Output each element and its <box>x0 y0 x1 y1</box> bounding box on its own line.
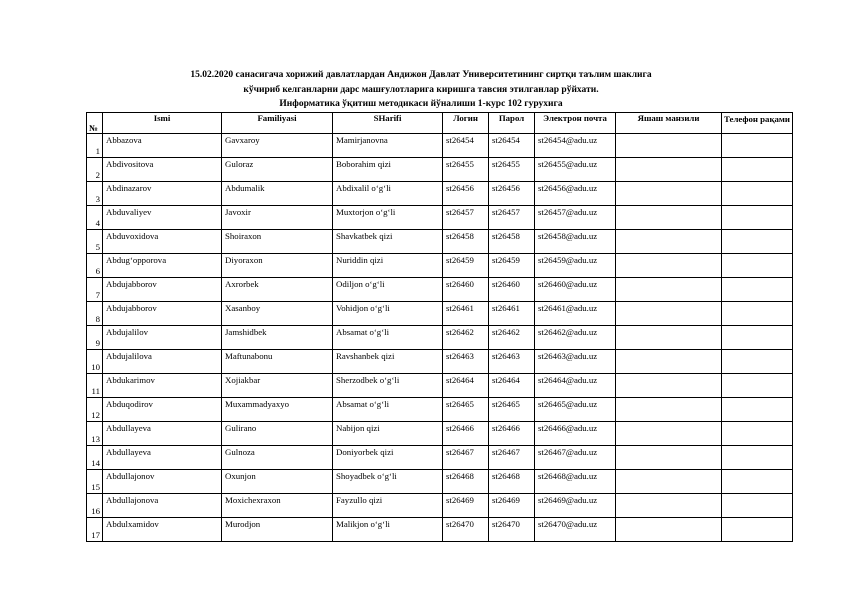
col-header-familiyasi: Familiyasi <box>222 113 333 134</box>
table-row <box>87 422 793 446</box>
cell-email: st26470@adu.uz <box>535 518 616 542</box>
cell-number: 12 <box>87 398 103 422</box>
table-row <box>87 374 793 398</box>
cell-parol: st26466 <box>489 422 535 446</box>
cell-address <box>616 494 722 518</box>
cell-parol: st26459 <box>489 254 535 278</box>
cell-login: st26463 <box>443 350 489 374</box>
cell-address <box>616 518 722 542</box>
table-row <box>87 326 793 350</box>
cell-email: st26463@adu.uz <box>535 350 616 374</box>
cell-sharifi: Shavkatbek qizi <box>333 230 443 254</box>
cell-number: 16 <box>87 494 103 518</box>
cell-ismi: Abdullajonov <box>103 470 222 494</box>
cell-email: st26459@adu.uz <box>535 254 616 278</box>
cell-parol: st26469 <box>489 494 535 518</box>
cell-address <box>616 398 722 422</box>
cell-ismi: Abduvoxidova <box>103 230 222 254</box>
cell-sharifi: Mamirjanovna <box>333 134 443 158</box>
col-header-phone: Телефон рақами <box>722 113 793 134</box>
cell-number: 1 <box>87 134 103 158</box>
cell-login: st26460 <box>443 278 489 302</box>
cell-phone <box>722 422 793 446</box>
cell-number: 2 <box>87 158 103 182</box>
cell-familiyasi: Gulirano <box>222 422 333 446</box>
col-header-ismi: Ismi <box>103 113 222 134</box>
cell-login: st26464 <box>443 374 489 398</box>
cell-ismi: Abdujalilov <box>103 326 222 350</box>
cell-sharifi: Absamat o‘g‘li <box>333 326 443 350</box>
cell-phone <box>722 446 793 470</box>
col-header-login: Логин <box>443 113 489 134</box>
cell-phone <box>722 134 793 158</box>
document-title-line-3: Информатика ўқитиш методикаси йўналиши 1-курс 102 гурухига <box>279 99 563 109</box>
cell-ismi: Abdujabborov <box>103 278 222 302</box>
cell-login: st26454 <box>443 134 489 158</box>
cell-number: 4 <box>87 206 103 230</box>
col-header-number: № <box>87 113 103 134</box>
cell-address <box>616 278 722 302</box>
col-header-parol: Парол <box>489 113 535 134</box>
cell-ismi: Abdullajonova <box>103 494 222 518</box>
cell-number: 17 <box>87 518 103 542</box>
cell-parol: st26461 <box>489 302 535 326</box>
cell-sharifi: Abdixalil o‘g‘li <box>333 182 443 206</box>
cell-sharifi: Fayzullo qizi <box>333 494 443 518</box>
cell-familiyasi: Gulnoza <box>222 446 333 470</box>
cell-sharifi: Sherzodbek o‘g‘li <box>333 374 443 398</box>
cell-email: st26456@adu.uz <box>535 182 616 206</box>
cell-familiyasi: Abdumalik <box>222 182 333 206</box>
cell-familiyasi: Xasanboy <box>222 302 333 326</box>
table-row <box>87 398 793 422</box>
cell-address <box>616 470 722 494</box>
table-row <box>87 206 793 230</box>
table-row <box>87 350 793 374</box>
cell-number: 8 <box>87 302 103 326</box>
cell-phone <box>722 230 793 254</box>
cell-login: st26467 <box>443 446 489 470</box>
cell-parol: st26458 <box>489 230 535 254</box>
cell-login: st26456 <box>443 182 489 206</box>
cell-sharifi: Vohidjon o‘g‘li <box>333 302 443 326</box>
cell-ismi: Abbazova <box>103 134 222 158</box>
cell-number: 5 <box>87 230 103 254</box>
cell-parol: st26468 <box>489 470 535 494</box>
table-header-row <box>87 113 793 134</box>
cell-parol: st26467 <box>489 446 535 470</box>
table-row <box>87 518 793 542</box>
cell-familiyasi: Shoiraxon <box>222 230 333 254</box>
cell-familiyasi: Maftunabonu <box>222 350 333 374</box>
cell-phone <box>722 494 793 518</box>
cell-login: st26459 <box>443 254 489 278</box>
cell-address <box>616 302 722 326</box>
cell-ismi: Abdug‘opporova <box>103 254 222 278</box>
cell-phone <box>722 350 793 374</box>
cell-familiyasi: Gavxaroy <box>222 134 333 158</box>
cell-address <box>616 230 722 254</box>
cell-ismi: Abdullayeva <box>103 446 222 470</box>
cell-sharifi: Nuriddin qizi <box>333 254 443 278</box>
cell-ismi: Abdivositova <box>103 158 222 182</box>
cell-ismi: Abdinazarov <box>103 182 222 206</box>
cell-phone <box>722 206 793 230</box>
cell-ismi: Abduvaliyev <box>103 206 222 230</box>
cell-parol: st26470 <box>489 518 535 542</box>
cell-phone <box>722 326 793 350</box>
cell-sharifi: Nabijon qizi <box>333 422 443 446</box>
table-row <box>87 182 793 206</box>
cell-number: 7 <box>87 278 103 302</box>
cell-familiyasi: Jamshidbek <box>222 326 333 350</box>
cell-familiyasi: Guloraz <box>222 158 333 182</box>
cell-email: st26467@adu.uz <box>535 446 616 470</box>
cell-sharifi: Boborahim qizi <box>333 158 443 182</box>
cell-email: st26461@adu.uz <box>535 302 616 326</box>
cell-email: st26462@adu.uz <box>535 326 616 350</box>
table-row <box>87 278 793 302</box>
cell-address <box>616 254 722 278</box>
student-list-table <box>86 112 793 542</box>
cell-login: st26457 <box>443 206 489 230</box>
cell-familiyasi: Muxammadyaxyo <box>222 398 333 422</box>
cell-sharifi: Doniyorbek qizi <box>333 446 443 470</box>
cell-familiyasi: Javoxir <box>222 206 333 230</box>
cell-address <box>616 422 722 446</box>
cell-phone <box>722 254 793 278</box>
cell-email: st26464@adu.uz <box>535 374 616 398</box>
cell-email: st26468@adu.uz <box>535 470 616 494</box>
table-row <box>87 446 793 470</box>
cell-number: 3 <box>87 182 103 206</box>
cell-sharifi: Ravshanbek qizi <box>333 350 443 374</box>
table-row <box>87 158 793 182</box>
cell-email: st26460@adu.uz <box>535 278 616 302</box>
cell-familiyasi: Diyoraxon <box>222 254 333 278</box>
cell-ismi: Abdujabborov <box>103 302 222 326</box>
cell-phone <box>722 470 793 494</box>
cell-address <box>616 326 722 350</box>
cell-sharifi: Shoyadbek o‘g‘li <box>333 470 443 494</box>
cell-phone <box>722 374 793 398</box>
cell-parol: st26456 <box>489 182 535 206</box>
cell-address <box>616 446 722 470</box>
cell-phone <box>722 518 793 542</box>
cell-parol: st26465 <box>489 398 535 422</box>
cell-number: 15 <box>87 470 103 494</box>
cell-parol: st26455 <box>489 158 535 182</box>
col-header-sharifi: SHarifi <box>333 113 443 134</box>
cell-address <box>616 374 722 398</box>
cell-login: st26455 <box>443 158 489 182</box>
cell-phone <box>722 398 793 422</box>
cell-phone <box>722 278 793 302</box>
cell-email: st26454@adu.uz <box>535 134 616 158</box>
cell-login: st26470 <box>443 518 489 542</box>
cell-login: st26469 <box>443 494 489 518</box>
cell-number: 6 <box>87 254 103 278</box>
cell-address <box>616 350 722 374</box>
cell-ismi: Abdukarimov <box>103 374 222 398</box>
cell-login: st26466 <box>443 422 489 446</box>
cell-parol: st26462 <box>489 326 535 350</box>
cell-phone <box>722 302 793 326</box>
cell-login: st26461 <box>443 302 489 326</box>
cell-familiyasi: Axrorbek <box>222 278 333 302</box>
cell-sharifi: Odiljon o‘g‘li <box>333 278 443 302</box>
cell-address <box>616 182 722 206</box>
cell-email: st26465@adu.uz <box>535 398 616 422</box>
cell-phone <box>722 182 793 206</box>
cell-email: st26469@adu.uz <box>535 494 616 518</box>
cell-login: st26462 <box>443 326 489 350</box>
cell-phone <box>722 158 793 182</box>
cell-sharifi: Malikjon o‘g‘li <box>333 518 443 542</box>
cell-number: 13 <box>87 422 103 446</box>
cell-sharifi: Muxtorjon o‘g‘li <box>333 206 443 230</box>
document-title-line-2: кўчириб келганларни дарс машғулотларига киришга тавсия этилганлар рўйхати. <box>243 85 599 95</box>
cell-parol: st26460 <box>489 278 535 302</box>
cell-number: 10 <box>87 350 103 374</box>
cell-familiyasi: Xojiakbar <box>222 374 333 398</box>
cell-parol: st26463 <box>489 350 535 374</box>
cell-address <box>616 134 722 158</box>
table-row <box>87 494 793 518</box>
cell-email: st26458@adu.uz <box>535 230 616 254</box>
col-header-email: Электрон почта <box>535 113 616 134</box>
cell-number: 11 <box>87 374 103 398</box>
cell-address <box>616 158 722 182</box>
col-header-address: Яшаш манзили <box>616 113 722 134</box>
cell-parol: st26464 <box>489 374 535 398</box>
cell-ismi: Abdujalilova <box>103 350 222 374</box>
cell-ismi: Abdulxamidov <box>103 518 222 542</box>
cell-parol: st26457 <box>489 206 535 230</box>
document-title-line-1: 15.02.2020 санасигача хорижий давлатлардан Андижон Давлат Университетининг сиртқи таълим шаклига <box>190 70 652 80</box>
table-row <box>87 134 793 158</box>
table-row <box>87 230 793 254</box>
cell-number: 9 <box>87 326 103 350</box>
cell-email: st26466@adu.uz <box>535 422 616 446</box>
cell-login: st26465 <box>443 398 489 422</box>
cell-familiyasi: Moxichexraxon <box>222 494 333 518</box>
table-row <box>87 470 793 494</box>
cell-ismi: Abdullayeva <box>103 422 222 446</box>
cell-address <box>616 206 722 230</box>
cell-login: st26468 <box>443 470 489 494</box>
cell-familiyasi: Murodjon <box>222 518 333 542</box>
cell-familiyasi: Oxunjon <box>222 470 333 494</box>
cell-parol: st26454 <box>489 134 535 158</box>
table-row <box>87 254 793 278</box>
table-row <box>87 302 793 326</box>
cell-email: st26457@adu.uz <box>535 206 616 230</box>
cell-email: st26455@adu.uz <box>535 158 616 182</box>
cell-number: 14 <box>87 446 103 470</box>
cell-ismi: Abduqodirov <box>103 398 222 422</box>
cell-login: st26458 <box>443 230 489 254</box>
cell-sharifi: Absamat o‘g‘li <box>333 398 443 422</box>
